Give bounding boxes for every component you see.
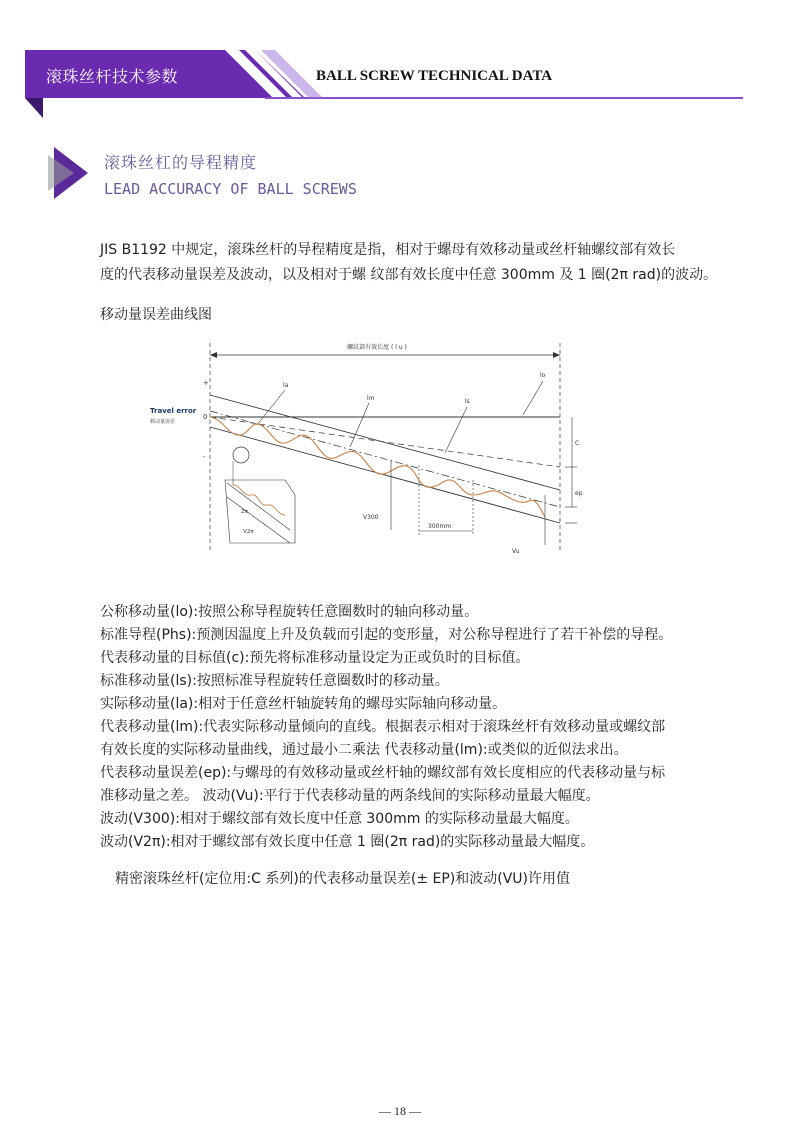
diagram-title: 移动量误差曲线图 xyxy=(100,307,212,323)
lo-label: lo xyxy=(540,372,546,379)
la-label: la xyxy=(283,382,289,389)
page-number: — 18 — xyxy=(379,1104,421,1118)
definition-item: 代表移动量误差(ep):与螺母的有效移动量或丝杆轴的螺纹部有效长度相应的代表移动量与标 xyxy=(100,765,666,781)
intro-line: JIS B1192 中规定，滚珠丝杆的导程精度是指，相对于螺母有效移动量或丝杆轴螺纹部有效长 xyxy=(100,242,676,258)
travel-error-diagram xyxy=(145,335,585,560)
lm-label: lm xyxy=(367,395,375,402)
top-dimension-label: 螺纹部有效长度 ( l u ) xyxy=(347,344,407,351)
definition-item: 实际移动量(la):相对于任意丝杆轴旋转角的螺母实际轴向移动量。 xyxy=(100,696,507,712)
definition-item: 标准导程(Phs):预测因温度上升及负载而引起的变形量，对公称导程进行了若干补偿的导程。 xyxy=(100,627,673,643)
c-label: C xyxy=(575,440,580,447)
definitions-list xyxy=(100,601,760,854)
minus-marker: - xyxy=(203,453,206,461)
v300-label: V300 xyxy=(363,514,379,521)
mm300-label: 300mm xyxy=(428,523,452,530)
definition-item: 公称移动量(lo):按照公称导程旋转任意圈数时的轴向移动量。 xyxy=(100,604,479,620)
definition-item: 标准移动量(ls):按照标准导程旋转任意圈数时的移动量。 xyxy=(100,673,449,689)
definition-item: 波动(V300):相对于螺纹部有效长度中任意 300mm 的实际移动量最大幅度。 xyxy=(100,811,579,827)
triangle-arrow-icon xyxy=(48,147,88,199)
ep-label: ep xyxy=(575,490,583,497)
header-title-cn: 滚珠丝杆技术参数 xyxy=(46,67,179,86)
definition-item: 准移动量之差。 波动(Vu):平行于代表移动量的两条线间的实际移动量最大幅度。 xyxy=(100,788,600,804)
ls-label: ls xyxy=(465,398,470,405)
v2pi-label: V2π xyxy=(243,529,254,535)
travel-error-label-cn: 移动量误差 xyxy=(150,419,176,425)
header-title-en: BALL SCREW TECHNICAL DATA xyxy=(316,68,553,84)
intro-line: 度的代表移动量误差及波动，以及相对于螺 纹部有效长度中任意 300mm 及 1 圈(2π rad)的波动。 xyxy=(100,267,718,283)
definition-item: 代表移动量的目标值(c):预先将标准移动量设定为正或负时的目标值。 xyxy=(100,650,530,666)
table-caption: 精密滚珠丝杆(定位用:C 系列)的代表移动量误差(± EP)和波动(VU)许用值 xyxy=(115,871,571,887)
section-title-en: LEAD ACCURACY OF BALL SCREWS xyxy=(104,180,357,198)
definition-item: 波动(V2π):相对于螺纹部有效长度中任意 1 圈(2π rad)的实际移动量最大幅度。 xyxy=(100,834,595,850)
zero-marker: 0 xyxy=(203,413,208,421)
travel-error-label: Travel error xyxy=(150,407,197,415)
definition-item: 有效长度的实际移动量曲线，通过最小二乘法 代表移动量(lm):或类似的近似法求出。 xyxy=(100,742,628,758)
section-title-cn: 滚珠丝杠的导程精度 xyxy=(104,153,258,172)
definition-item: 代表移动量(lm):代表实际移动量倾向的直线。根据表示相对于滚珠丝杆有效移动量或螺纹部 xyxy=(100,719,666,735)
intro-paragraph xyxy=(100,238,755,288)
plus-marker: + xyxy=(203,379,209,387)
twopi-label: 2π xyxy=(241,509,248,515)
vu-label: Vu xyxy=(512,548,520,555)
